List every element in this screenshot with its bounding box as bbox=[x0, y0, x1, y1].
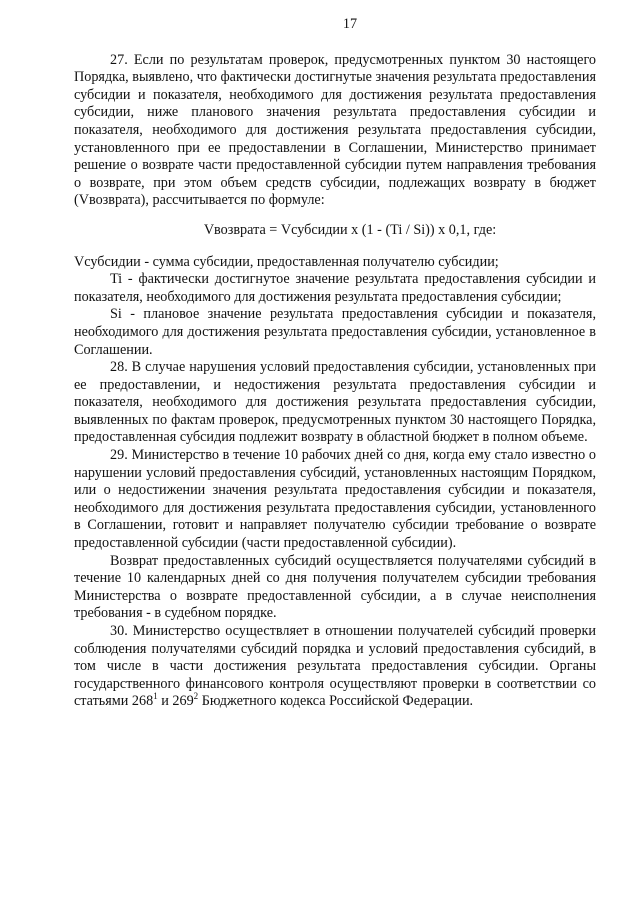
superscript-2: 2 bbox=[193, 690, 199, 701]
paragraph-28: 28. В случае нарушения условий предоставления субсидии, установленных при ее предоставлении, и недостижения результата предоставления субсидии и показателя, необходимого для достижения результата предоставления субсидии, выявленных по фактам проверок, предусмотренных пунктом 30 настоящего Порядка, предоставленная субсидия подлежит возврату в областной бюджет в полном объеме. bbox=[74, 359, 596, 446]
paragraph-30 bbox=[74, 623, 596, 711]
paragraph-30-and: и 269 bbox=[157, 693, 194, 710]
superscript-1: 1 bbox=[153, 690, 158, 701]
page-number: 17 bbox=[342, 16, 358, 32]
definition-ti: Ti - фактически достигнутое значение результата предоставления субсидии и показателя, необходимого для достижения результата предоставления субсидии; bbox=[74, 271, 596, 305]
formula: Vвозврата = Vсубсидии x (1 - (Ti / Si)) x 0,1, где: bbox=[203, 221, 497, 238]
definition-si: Si - плановое значение результата предоставления субсидии и показателя, необходимого для достижения результата предоставления субсидии, установленное в Соглашении. bbox=[74, 306, 596, 358]
paragraph-30-text: 30. Министерство осуществляет в отношении получателей субсидий проверки соблюдения получателями субсидий порядка и условий предоставления субсидий, в том числе в части достижения результата предоставления субсидии. Органы государственного финансового контроля осуществляют проверки в соответствии со статьями 268 bbox=[74, 623, 596, 710]
definition-v-subsidy: Vсубсидии - сумма субсидии, предоставленная получателю субсидии; bbox=[74, 253, 499, 270]
paragraph-30-end: Бюджетного кодекса Российской Федерации. bbox=[198, 693, 474, 710]
paragraph-return: Возврат предоставленных субсидий осуществляется получателями субсидий в течение 10 календарных дней со дня получения получателем субсидии требования Министерства о возврате предоставленной субсидии, а в случае неисполнения требования - в судебном порядке. bbox=[74, 552, 596, 622]
paragraph-29: 29. Министерство в течение 10 рабочих дней со дня, когда ему стало известно о нарушении условий предоставления субсидий, установленных настоящим Порядком, или о недостижении значения результата предоставления субсидии и показателя, необходимого для достижения результата предоставления субсидии, установленного в Соглашении, готовит и направляет получателю субсидии требование о возврате предоставленной субсидии (части предоставленной субсидии). bbox=[74, 447, 596, 552]
paragraph-27: 27. Если по результатам проверок, предусмотренных пунктом 30 настоящего Порядка, выявлено, что фактически достигнутые значения результата предоставления субсидии и показателя, необходимого для достижения результата предоставления субсидии, ниже планового значения результата предоставления субсидии и показателя, необходимого для достижения результата предоставления субсидии, установленного при ее предоставлении в Соглашении, Министерство принимает решение о возврате части предоставленной субсидии путем направления требования о возврате, при этом объем средств субсидии, подлежащих возврату в бюджет (Vвозврата), рассчитывается по формуле: bbox=[74, 51, 596, 209]
